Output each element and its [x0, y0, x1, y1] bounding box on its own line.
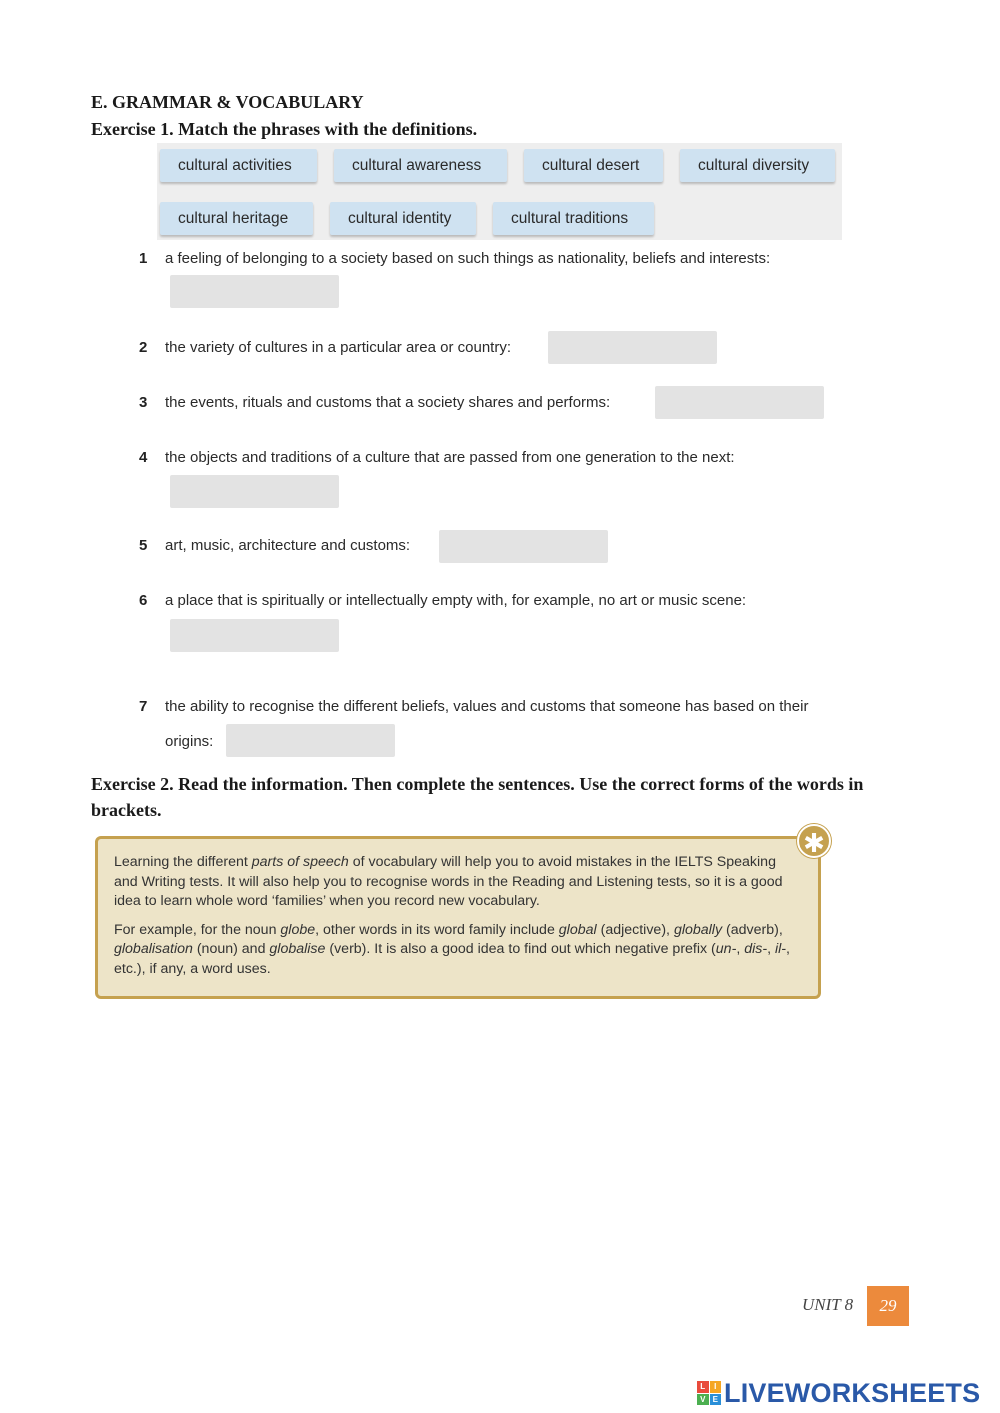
answer-drop-3[interactable]: [655, 386, 824, 419]
word-chip-desert[interactable]: cultural desert: [524, 149, 663, 182]
word-chip-traditions[interactable]: cultural traditions: [493, 202, 654, 235]
word-chip-awareness[interactable]: cultural awareness: [334, 149, 507, 182]
brand-name: LIVEWORKSHEETS: [724, 1377, 981, 1408]
star-icon: ✱: [797, 824, 831, 858]
tip-box: [95, 836, 821, 999]
word-chip-activities[interactable]: cultural activities: [160, 149, 317, 182]
question-number: 2: [139, 339, 148, 356]
tip-paragraph-1: Learning the different parts of speech of vocabulary will help you to avoid mistakes in the IELTS Speaking and Writing tests. It will also help you to recognise words in the Reading and Listening tests, so it is a good idea to learn whole word ‘families’ when you record new vocabulary.: [114, 854, 783, 909]
question-text: a place that is spiritually or intellectually empty with, for example, no art or music scene:: [165, 592, 747, 609]
logo-mark-letter: E: [710, 1394, 722, 1406]
answer-drop-4[interactable]: [170, 475, 339, 508]
word-bank: [157, 143, 842, 240]
liveworksheets-logo[interactable]: [697, 1377, 980, 1409]
question-text: art, music, architecture and customs:: [165, 537, 411, 554]
question-text: the events, rituals and customs that a society shares and performs:: [165, 394, 611, 411]
logo-mark-icon: [697, 1381, 721, 1405]
tip-paragraph-2: For example, for the noun globe, other words in its word family include global (adjective), globally (adverb), globalisation (noun) and globalise (verb). It is also a good idea to find out which negative prefix (un-, dis-, il-, etc.), if any, a word uses.: [114, 921, 790, 977]
question-number: 5: [139, 537, 148, 554]
question-text: the variety of cultures in a particular area or country:: [165, 339, 511, 356]
page-number: 29: [867, 1286, 909, 1326]
question-number: 3: [139, 394, 148, 411]
word-chip-identity[interactable]: cultural identity: [330, 202, 476, 235]
unit-label: UNIT 8: [802, 1295, 854, 1314]
word-chip-diversity[interactable]: cultural diversity: [680, 149, 835, 182]
answer-drop-1[interactable]: [170, 275, 339, 308]
logo-mark-letter: I: [710, 1381, 722, 1393]
question-number: 6: [139, 592, 148, 609]
answer-drop-2[interactable]: [548, 331, 717, 364]
answer-drop-5[interactable]: [439, 530, 608, 563]
logo-mark-letter: L: [697, 1381, 709, 1393]
exercise2-title: Exercise 2. Read the information. Then complete the sentences. Use the correct forms of the words in brackets.: [91, 774, 864, 820]
answer-drop-7[interactable]: [226, 724, 395, 757]
answer-drop-6[interactable]: [170, 619, 339, 652]
question-text: the objects and traditions of a culture that are passed from one generation to the next:: [165, 449, 735, 466]
question-text: a feeling of belonging to a society based on such things as nationality, beliefs and interests:: [165, 250, 771, 267]
section-title: E. GRAMMAR & VOCABULARY: [91, 92, 364, 112]
question-number: 7: [139, 698, 148, 715]
question-number: 4: [139, 449, 148, 466]
question-text: the ability to recognise the different beliefs, values and customs that someone has based on their: [165, 698, 809, 715]
word-chip-heritage[interactable]: cultural heritage: [160, 202, 313, 235]
question-text-continued: origins:: [165, 733, 214, 750]
question-number: 1: [139, 250, 148, 267]
exercise1-title: Exercise 1. Match the phrases with the definitions.: [91, 119, 478, 139]
logo-mark-letter: V: [697, 1394, 709, 1406]
